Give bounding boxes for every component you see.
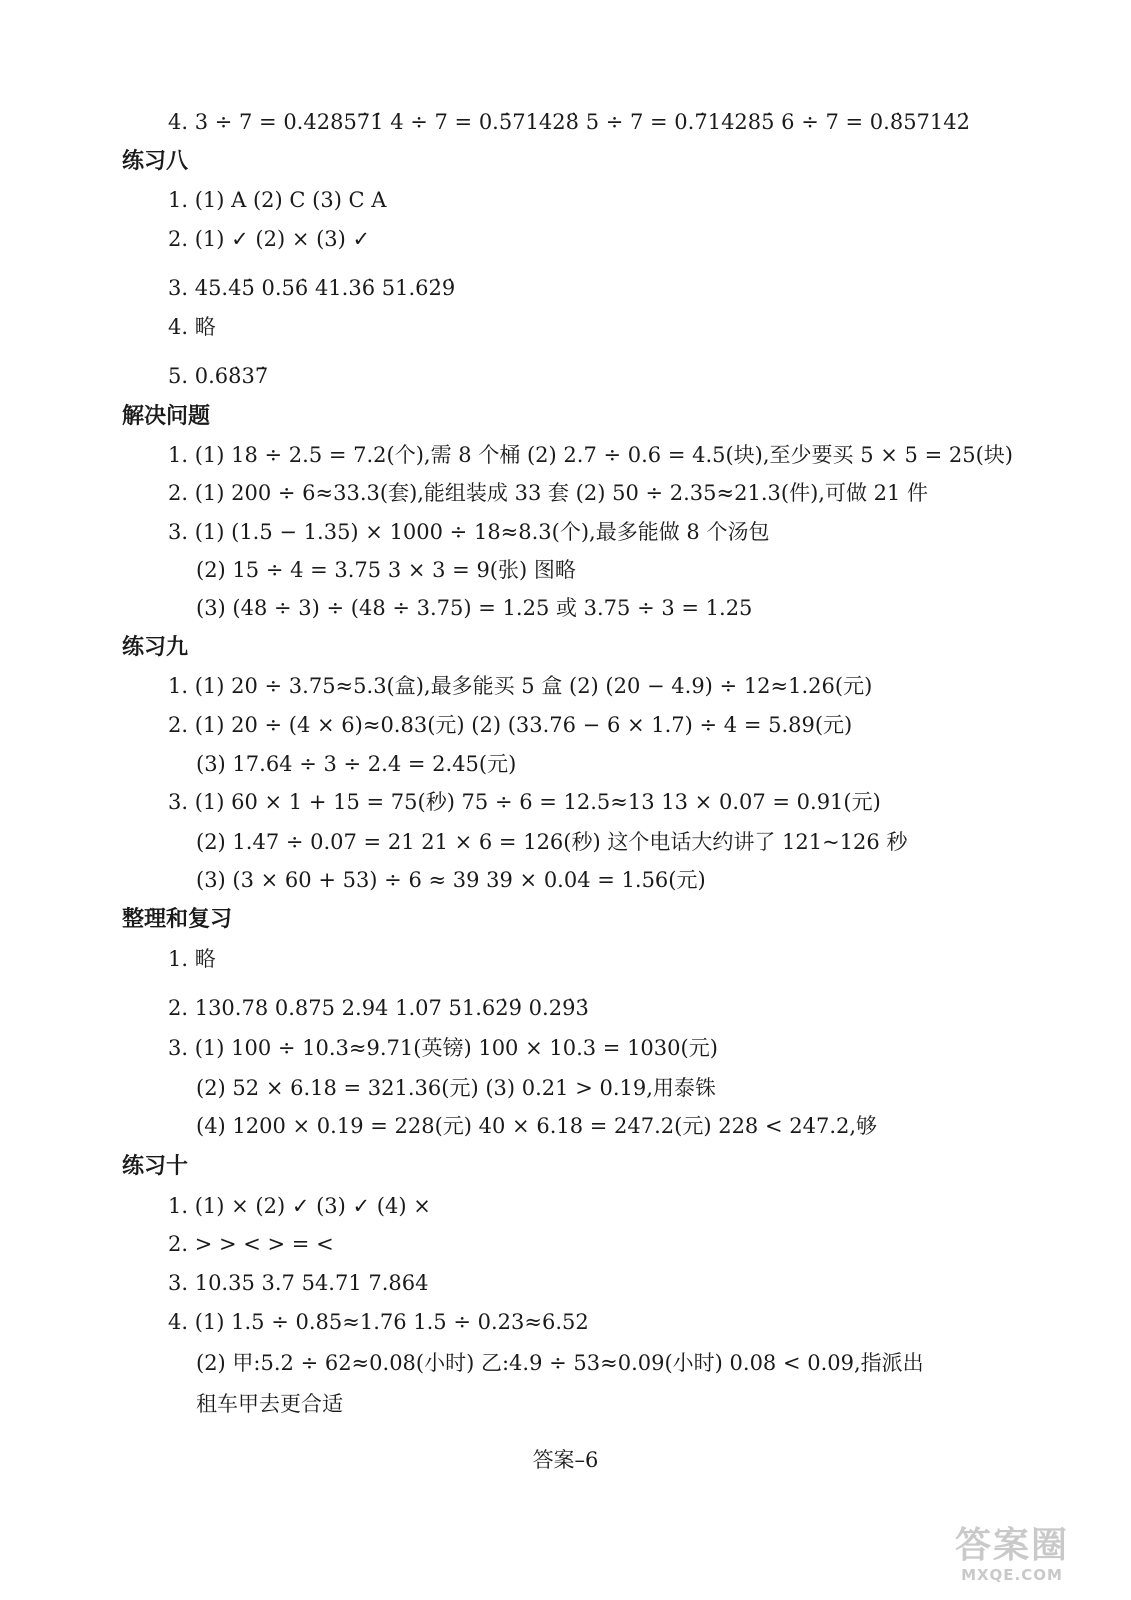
answer-line: 2. 130.78 0.875 2.94 1.07 51.62̇9̇ 0.29̇3̇ [168, 996, 589, 1020]
answer-line: (2) 52 × 6.18 = 321.36(元) (3) 0.21 > 0.19,用泰铢 [196, 1076, 716, 1100]
watermark-title: 答案圈 [954, 1525, 1069, 1566]
answer-line: 1. (1) × (2) ✓ (3) ✓ (4) × [168, 1194, 431, 1218]
section-heading-exercise-9: 练习九 [122, 635, 189, 660]
page-number: 答案–6 [532, 1448, 599, 1472]
answer-line: 1. (1) 20 ÷ 3.75≈5.3(盒),最多能买 5 盒 (2) (20 − 4.9) ÷ 12≈1.26(元) [168, 674, 873, 698]
answer-line: (3) (48 ÷ 3) ÷ (48 ÷ 3.75) = 1.25 或 3.75 ÷ 3 = 1.25 [196, 596, 753, 620]
answer-line: 1. (1) A (2) C (3) C A [168, 188, 387, 212]
answer-line: 2. > > < > = < [168, 1232, 334, 1256]
section-heading-exercise-8: 练习八 [122, 149, 189, 174]
answer-line: 1. 略 [168, 947, 216, 971]
answer-line: 3. (1) 60 × 1 + 15 = 75(秒) 75 ÷ 6 = 12.5≈13 13 × 0.07 = 0.91(元) [168, 790, 881, 814]
answer-line: 租车甲去更合适 [196, 1392, 343, 1416]
answer-line: 1. (1) 18 ÷ 2.5 = 7.2(个),需 8 个桶 (2) 2.7 ÷ 0.6 = 4.5(块),至少要买 5 × 5 = 25(块) [168, 443, 1013, 467]
answer-line: 4. 3 ÷ 7 = 0.42857̇1̇ 4 ÷ 7 = 0.5̇71428̇ 5 ÷ 7 = 0.7̇14285̇ 6 ÷ 7 = 0.8̇57142̇ [168, 110, 970, 134]
answer-line: (3) 17.64 ÷ 3 ÷ 2.4 = 2.45(元) [196, 752, 517, 776]
answer-line: (4) 1200 × 0.19 = 228(元) 40 × 6.18 = 247.2(元) 228 < 247.2,够 [196, 1114, 878, 1138]
answer-line: 2. (1) 200 ÷ 6≈33.3(套),能组装成 33 套 (2) 50 ÷ 2.35≈21.3(件),可做 21 件 [168, 481, 929, 505]
section-heading-problem-solving: 解决问题 [122, 404, 211, 429]
answer-line: (2) 15 ÷ 4 = 3.75 3 × 3 = 9(张) 图略 [196, 558, 576, 582]
answer-line: 3. (1) 100 ÷ 10.3≈9.71(英镑) 100 × 10.3 = 1030(元) [168, 1036, 718, 1060]
answer-line: 3. 10.35 3.7 54.71 7.864 [168, 1271, 429, 1295]
answer-line: 5. 0.68̇37̇ [168, 364, 269, 388]
answer-line: (2) 甲:5.2 ÷ 62≈0.08(小时) 乙:4.9 ÷ 53≈0.09(小时) 0.08 < 0.09,指派出 [196, 1351, 924, 1375]
answer-line: 4. 略 [168, 315, 216, 339]
answer-line: 2. (1) 20 ÷ (4 × 6)≈0.83(元) (2) (33.76 − 6 × 1.7) ÷ 4 = 5.89(元) [168, 713, 853, 737]
answer-line: 3. 45.4̇5̇ 0.56̇ 41.36̇ 51.62̇9̇ [168, 276, 456, 300]
section-heading-exercise-10: 练习十 [122, 1154, 189, 1179]
answer-line: 4. (1) 1.5 ÷ 0.85≈1.76 1.5 ÷ 0.23≈6.52 [168, 1310, 589, 1334]
watermark-url: MXQE.COM [961, 1566, 1063, 1584]
watermark-logo [917, 1526, 1107, 1586]
answer-line: 3. (1) (1.5 − 1.35) × 1000 ÷ 18≈8.3(个),最多能做 8 个汤包 [168, 520, 770, 544]
answer-line: 2. (1) ✓ (2) × (3) ✓ [168, 227, 371, 251]
answer-line: (2) 1.47 ÷ 0.07 = 21 21 × 6 = 126(秒) 这个电话大约讲了 121~126 秒 [196, 830, 908, 854]
section-heading-review: 整理和复习 [122, 907, 233, 932]
answer-line: (3) (3 × 60 + 53) ÷ 6 ≈ 39 39 × 0.04 = 1.56(元) [196, 868, 706, 892]
